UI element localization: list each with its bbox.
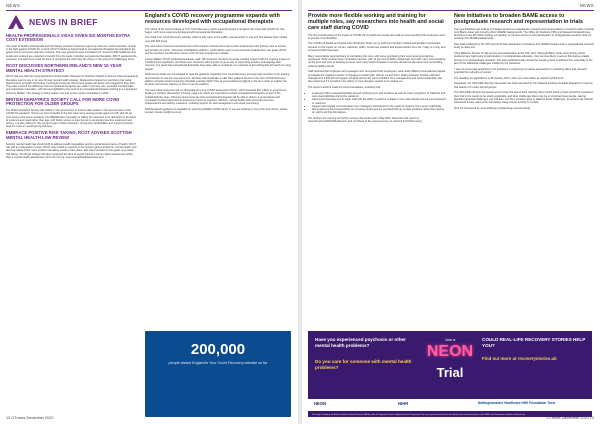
covid-recovery-paragraph: Lauren Walker, RCOT professional adviser, said: 'We know the numbers of people needing support with the ongoing impact of COVID-19 are significant, and these new resources offer a good, to-go-to way of supporting people's self-manage their recovery. It is great that occupational therapists have been able to contribute our expertise to something that will reach so many people.' (145, 57, 292, 71)
ad-question-carer: Do you care for someone with mental health problems? (315, 359, 412, 370)
covid-recovery-headline: England's COVID recovery programme expands with resources developed with occupational therapists (145, 13, 280, 25)
visitor-count: 200,000 (190, 341, 246, 358)
brief-heading-visas: HEALTH PROFESSIONALS VISAS GIVEN SIX MONTHS EXTRA COST EXTENSION (6, 32, 131, 43)
visitor-caption: people visited England's Your Covid Recovery website so far (168, 361, 268, 365)
neon-logo: NEON (314, 401, 327, 406)
bame-paragraph: The INCLUDE ethnicity framework aims to help trial teams think carefully about which ethnic groups should be included in their trial for its results to be widely applicable, and what challenges there may be to involving these people. Having identified potential challenges, the trial team can then consider ways to address those challenges. Its authors say that the framework is best used at the trial design stage, before funding is in place. (454, 91, 594, 105)
right-page (302, 0, 600, 424)
bame-paragraph: The deadline for applications is 28 January 2021, with more information at: www.bit.ly/OfS-fund. (454, 76, 564, 80)
covid-recovery-article (145, 13, 291, 117)
workforce-paragraph: Many respondents reported fears of contracting the virus, with some purchasing their own personal protective equipment. Work routines have increased pressure, with 11 per cent of AHPs redeployed, and with many more weighing up the pros and cons of working at home. And many faced increases in service demand at the same time as handling reduced staffing levels. (308, 54, 446, 68)
list-item: • employers offer increased flexibility around working hours and locations as well as more recognition of childcare and care responsibilities during the pandemic (312, 92, 446, 99)
nihr-logo: NIHR (398, 401, 409, 406)
ad-find-out-more: Find out more at recoverystories.uk (482, 356, 557, 361)
brief-body-scottish-law: Scottish mental health law should shift to address health inequalities and the social determinants of health. RCOT has told an independent review. RCOT was invited to respond to the human rights priorities for mental health, and also has advised that more positive risk-taking needs to take place, and has promoted its own guide on positive risk-taking. The Royal College has also supported the idea of people having a human rights assessment rather than a mental health assessment. Find out more at: www.mentalhealthlawreview.scot (6, 142, 137, 159)
list-item: • frequent and regular communication from managers and listened to the needs of workers, from senior individuals (312, 105, 446, 108)
bame-paragraph: 'I want to encourage applicants to be ambitious in proposing innovative approaches to unlocking talent and research potential from all parts of society.' (454, 67, 588, 74)
list-item: • training and development to equip staff with the ability to perform multiple or new roles should now be commissioned or rolled out (312, 98, 446, 105)
section-label: NEWS (579, 3, 594, 8)
workforce-study-headline: Provide more flexible working and training for multiple roles, say researchers into health and social care staff during COVID (308, 13, 444, 31)
bame-paragraph: New data published by the OfS has found that participation of students from BAME backgrounds in postgraduate research study remains low. (454, 43, 595, 50)
section-label: NEWS (6, 3, 21, 8)
covid-recovery-paragraph: The new online resources will run alongside the Long COVID assessment clinics, which received £10 million in government funding in October (November OTnews, page 13), which are expected to include occupational therapists as part of the multidisciplinary team. Planning documents say that occupational therapists will be able to deliver 'a personalised and occupation-focused approach to assessment such as cognition, delirium, mental health and functional outcomes, independence and activity measures, including support for self-management and social prescribing'. (145, 88, 287, 106)
ad-join-label: Join a (444, 337, 456, 342)
workforce-paragraph: The first overall review of the impact of COVID-19 on health and social care staff is recommending that employers need to provide more flexibility. (308, 33, 445, 40)
ad-neon-word: NEON (426, 343, 474, 360)
covid-recovery-paragraph: NHS England's guidance is available at: www.bit.ly/NHSE-COVID-clinics. If you are working in one of the new clinics, please contact: stories.rcot@rcot.co.uk (145, 107, 288, 115)
page-footer-right: OTnews December 2020 13 (546, 416, 594, 420)
ad-trial-word: Trial (436, 365, 464, 380)
covid-recovery-paragraph: NHS service leads are encouraged to read the guidance regarding Your Covid Recovery and sign their services up for training and induction to use the new resources. Services that would like to offer their patients access to the Your COVID Recovery platform should contact University Hospitals Leicester NHS Trust at yourcovidrecovery@uhl-tr.nhs.uk in order to register the services and access training on how to use the platform. (145, 73, 290, 87)
workforce-closing: The authors are carrying out further surveys this winter and in May 2021. Read the final report at: www.bit.ly/CovidHSCWfinalreport, and contribute to the second survey at: www.bit.ly/COVID-survey (308, 117, 423, 124)
page-footer-left: 12 OTnews December 2020 (6, 416, 54, 420)
workforce-study-article (308, 13, 446, 126)
covid-recovery-paragraph: The new online resources launched last month requires referral and a face-to-face assessment with primary care to access, and provide an online, interactive rehabilitation platform, which allows users to set and work towards their own goals. RCOT and its members contributed to some of the 10 new programme modules. (145, 45, 287, 56)
brief-heading-scottish-law: EMBRACE POSITIVE RISK TAKING, RCOT ADVISES SCOTTISH MENTAL HEALTH LAW REVIEW (6, 130, 132, 141)
news-in-brief-column (6, 13, 138, 161)
bame-paragraph: Two new initiatives are looking to broaden access to postgraduate research and representation in research trials of people from Black, Asian and minority ethnic (BAME) backgrounds. The Office for Students (OfS) and Research England have launched a new £8 million funding competition to improve access to and participation in postgraduate research study for students from BAME backgrounds. (454, 27, 595, 41)
header-rule (6, 10, 292, 11)
bame-paragraph: Separately, the INCLUDE ethnicity framework has been launched by the National Institute of Health Research to improve trial delivery for under-served groups. (454, 82, 593, 89)
ad-logo-strip (308, 399, 592, 411)
bame-headline: New initiatives to broaden BAME access to postgraduate research and representation in trials (454, 13, 583, 25)
brief-body-ni-strategy: RCOT has met with the newly-appointed mental health champion for Northern Ireland to discuss what occupational therapists want to see in its new 10-year mental health strategy. Discussions focused on prioritising the social determinants of health and finding meaningful outcomes that ensure people are active and engaged in their lives. They also covered the difference that occupational therapists can make in primary care, perinatal mental health and mainstream education, with the last highlighting the work of an occupational therapist working in a mainstream school in Belfast. The strategy is being written now and is due out for consultation in 2021. (6, 75, 138, 95)
news-in-brief-banner (6, 13, 138, 31)
recommendations-list (308, 92, 446, 115)
brief-heading-ni-strategy: RCOT DISCUSSES NORTHERN IRELAND'S NEW 10-YEAR MENTAL HEALTH STRATEGY (6, 62, 122, 73)
list-item: • that employers hold responsibility for ensuring employees are provided with up-to-date guidance rather than relying on staff to do that themselves. (312, 108, 446, 115)
neon-trial-advert (308, 331, 592, 417)
news-in-brief-title: NEWS IN BRIEF (29, 17, 98, 27)
nhs-visitors-panel (145, 331, 291, 417)
bame-initiatives-article (454, 13, 594, 113)
ad-recovery-question: COULD REAL-LIFE RECOVERY STORIES HELP YOU? (482, 337, 586, 348)
covid-recovery-paragraph: The rollout of the second phase of Your Covid Recovery, which supports people in England who have had COVID-19, has begun, with more resources developed with occupational therapists. (145, 27, 285, 34)
ad-disclaimer: This study is funded by the National Institute for Health Research (NIHR) under its Programme Grants for Applied Research Programme. The views expressed are those of the author(s) and not necessarily those of the NIHR or the Department of Health and Social Care. (312, 413, 526, 416)
ad-question-psychosis: Have you experienced psychosis or other mental health problems? (315, 337, 406, 348)
brief-body-visas: The visas of health professionals and their family members have been given an extra six-month extension to help in the fight against COVID-19. In April, RCOT's lobbying helped lead to occupational therapists be included in the government's auto-visa extension scheme. This new extension lasts until March 31. Around 6,000 healthcare and social care workers are expected to benefit from the news, including occupational therapists. RCOT welcomed the extension, but said more could be done to recognise the work they are doing on the ground in challenging times. (6, 44, 137, 62)
covid-recovery-paragraph: The initial Your Covid Recovery website, which is fully open to the public, was launched in July and has already been visited over 200,000 times. (145, 36, 287, 43)
brief-heading-bgs: BRITISH GERIATRICS SOCIETY CALL FOR MORE COVID PROTECTION FOR OLDER GROUPS (6, 96, 120, 107)
workforce-paragraph: Staff reported that employers and managers who recognised their employees' work under difficult circumstances helped to mitigate the negative impacts of changes to working life, with an 'us and them' feeling between frontline staff and management if that did not happen. Regular and timely communication from management and senior leadership was also welcomed if it provided more clarity on how changes needed to be carried out. (308, 70, 446, 84)
bame-paragraph: Find the framework at: www.trialforge.org/trial-forge-centre/include (454, 106, 530, 110)
nhs-trust-logo: Nottinghamshire Healthcare NHS Foundation Trust (478, 401, 556, 405)
header-rule (308, 10, 594, 11)
brief-body-bgs: The British Geriatrics Society has called on the government to protect older people in the second wave of the COVID-19 pandemic. Ninety per cent of deaths in the first wave were among people aged over 65, with 40 per cent among care home residents. The #BGSProtect campaign is calling for resources to be allocated on the basis of evidence and need rather than age, with better access to care homes to personal protective equipment and testing. It is also calling for the prompt restart of falls prevention, community rehabilitation and support services. Find out more at: www.bgs.org.uk/frame (6, 108, 137, 129)
bame-paragraph: Chris Millward, director for fair access and participation at the OfS, said: 'Although Black, Asian and minority ethnic students have high levels of participation in undergraduate education, they are less likely to secure first degree grades and go on to postgraduate research. The data published today shows the pressing need to address this, especially in the face of the additional challenges created by the pandemic. (454, 52, 593, 65)
left-page (0, 0, 298, 424)
rcot-logo-icon (6, 13, 26, 31)
workforce-paragraph: The COVID-19 Health and Social Care Workforce Study run by staff from Northern Ireland and England universities, focused on the impact on nurses, midwives, AHPs, social care workers and social workers from the 7 May to 3 July, and surveyed 3,200 responses. (308, 42, 446, 53)
workforce-paragraph: The report's authors made 10 recommendations, including that: (308, 85, 381, 89)
